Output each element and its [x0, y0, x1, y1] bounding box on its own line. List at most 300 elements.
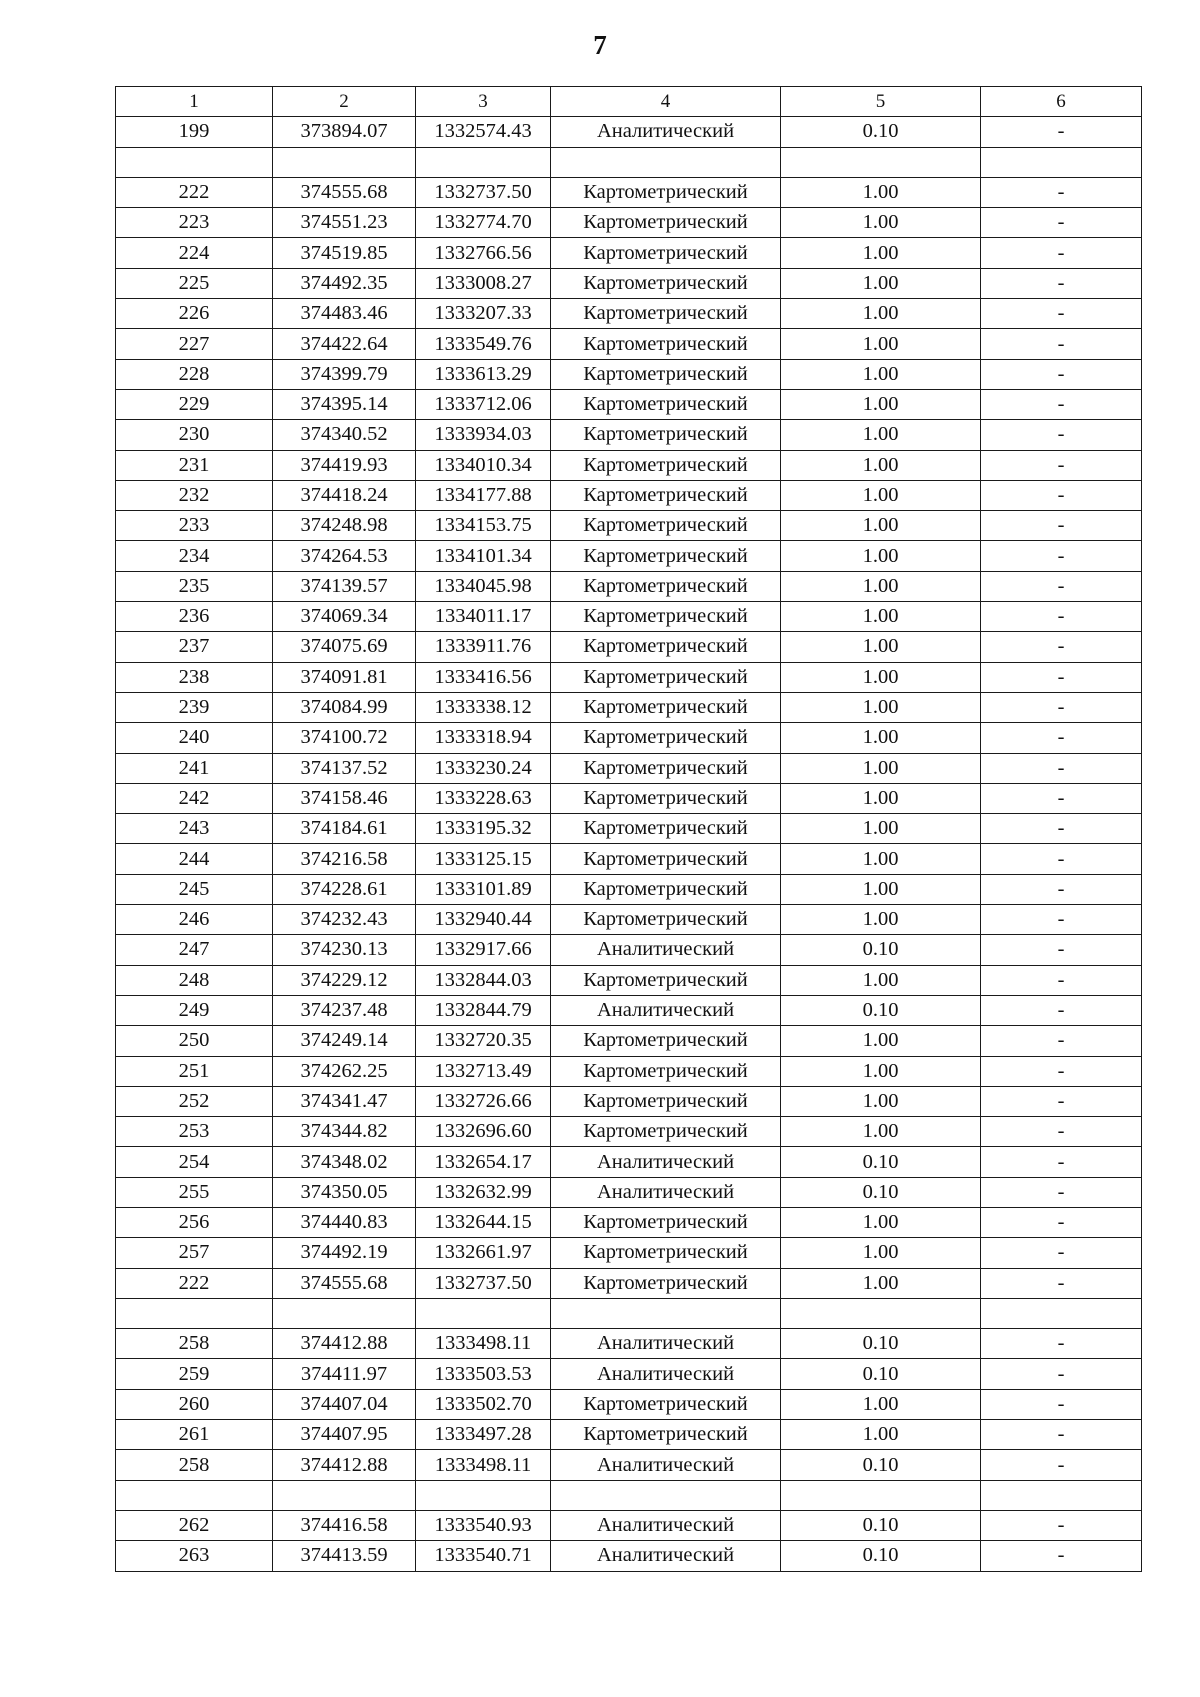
note-cell: - [981, 1147, 1142, 1177]
table-row [116, 177, 1142, 207]
point-number-cell: 250 [116, 1026, 273, 1056]
method-cell: Аналитический [551, 1510, 781, 1540]
method-cell: Аналитический [551, 1177, 781, 1207]
x-coordinate-cell: 374340.52 [273, 420, 416, 450]
y-coordinate-cell: 1332737.50 [416, 1268, 551, 1298]
method-cell: Аналитический [551, 1541, 781, 1571]
accuracy-cell: 1.00 [781, 814, 981, 844]
table-row [116, 329, 1142, 359]
x-coordinate-cell: 374158.46 [273, 783, 416, 813]
y-coordinate-cell: 1333540.71 [416, 1541, 551, 1571]
x-coordinate-cell: 374262.25 [273, 1056, 416, 1086]
header-row [116, 87, 1142, 117]
table-row [116, 662, 1142, 692]
y-coordinate-cell: 1333230.24 [416, 753, 551, 783]
table-row [116, 1510, 1142, 1540]
method-cell: Картометрический [551, 389, 781, 419]
accuracy-cell: 1.00 [781, 753, 981, 783]
x-coordinate-cell: 374412.88 [273, 1450, 416, 1480]
point-number-cell: 245 [116, 874, 273, 904]
method-cell: Картометрический [551, 905, 781, 935]
point-number-cell: 240 [116, 723, 273, 753]
method-cell: Картометрический [551, 541, 781, 571]
table-row [116, 1268, 1142, 1298]
point-number-cell: 239 [116, 692, 273, 722]
point-number-cell [116, 1298, 273, 1328]
x-coordinate-cell: 374555.68 [273, 177, 416, 207]
note-cell: - [981, 299, 1142, 329]
point-number-cell: 259 [116, 1359, 273, 1389]
method-cell: Картометрический [551, 723, 781, 753]
x-coordinate-cell: 374440.83 [273, 1207, 416, 1237]
method-cell: Картометрический [551, 359, 781, 389]
y-coordinate-cell: 1333195.32 [416, 814, 551, 844]
y-coordinate-cell: 1332844.79 [416, 995, 551, 1025]
accuracy-cell: 1.00 [781, 480, 981, 510]
column-header: 1 [116, 87, 273, 117]
table-row [116, 541, 1142, 571]
y-coordinate-cell: 1333540.93 [416, 1510, 551, 1540]
x-coordinate-cell: 374264.53 [273, 541, 416, 571]
note-cell: - [981, 1329, 1142, 1359]
table-row [116, 965, 1142, 995]
method-cell: Картометрический [551, 299, 781, 329]
point-number-cell: 249 [116, 995, 273, 1025]
note-cell: - [981, 905, 1142, 935]
x-coordinate-cell: 374395.14 [273, 389, 416, 419]
x-coordinate-cell [273, 1480, 416, 1510]
point-number-cell: 251 [116, 1056, 273, 1086]
note-cell: - [981, 238, 1142, 268]
point-number-cell: 256 [116, 1207, 273, 1237]
note-cell: - [981, 1207, 1142, 1237]
method-cell: Аналитический [551, 1450, 781, 1480]
accuracy-cell: 1.00 [781, 1207, 981, 1237]
note-cell: - [981, 995, 1142, 1025]
point-number-cell: 230 [116, 420, 273, 450]
accuracy-cell: 1.00 [781, 602, 981, 632]
point-number-cell: 227 [116, 329, 273, 359]
y-coordinate-cell: 1333207.33 [416, 299, 551, 329]
accuracy-cell: 1.00 [781, 783, 981, 813]
x-coordinate-cell: 374419.93 [273, 450, 416, 480]
point-number-cell: 226 [116, 299, 273, 329]
x-coordinate-cell: 374492.19 [273, 1238, 416, 1268]
accuracy-cell: 1.00 [781, 389, 981, 419]
accuracy-cell: 1.00 [781, 511, 981, 541]
note-cell: - [981, 723, 1142, 753]
y-coordinate-cell: 1333911.76 [416, 632, 551, 662]
x-coordinate-cell: 373894.07 [273, 117, 416, 147]
note-cell [981, 147, 1142, 177]
method-cell: Картометрический [551, 571, 781, 601]
method-cell: Картометрический [551, 1389, 781, 1419]
accuracy-cell: 1.00 [781, 1056, 981, 1086]
table-row [116, 1056, 1142, 1086]
table-row [116, 1450, 1142, 1480]
x-coordinate-cell: 374555.68 [273, 1268, 416, 1298]
x-coordinate-cell: 374399.79 [273, 359, 416, 389]
accuracy-cell: 1.00 [781, 905, 981, 935]
x-coordinate-cell: 374519.85 [273, 238, 416, 268]
method-cell: Картометрический [551, 1086, 781, 1116]
table-body [116, 117, 1142, 1571]
method-cell: Картометрический [551, 662, 781, 692]
method-cell: Картометрический [551, 420, 781, 450]
table-row [116, 783, 1142, 813]
point-number-cell: 246 [116, 905, 273, 935]
accuracy-cell: 1.00 [781, 965, 981, 995]
y-coordinate-cell: 1332737.50 [416, 177, 551, 207]
method-cell [551, 1480, 781, 1510]
note-cell: - [981, 450, 1142, 480]
point-number-cell: 258 [116, 1450, 273, 1480]
x-coordinate-cell: 374137.52 [273, 753, 416, 783]
note-cell: - [981, 814, 1142, 844]
accuracy-cell: 1.00 [781, 268, 981, 298]
accuracy-cell: 0.10 [781, 1510, 981, 1540]
accuracy-cell: 1.00 [781, 1026, 981, 1056]
y-coordinate-cell: 1334177.88 [416, 480, 551, 510]
method-cell: Картометрический [551, 632, 781, 662]
accuracy-cell: 1.00 [781, 1389, 981, 1419]
accuracy-cell: 1.00 [781, 692, 981, 722]
x-coordinate-cell: 374344.82 [273, 1117, 416, 1147]
point-number-cell: 232 [116, 480, 273, 510]
accuracy-cell: 1.00 [781, 299, 981, 329]
y-coordinate-cell: 1334011.17 [416, 602, 551, 632]
table-row [116, 1026, 1142, 1056]
y-coordinate-cell: 1333228.63 [416, 783, 551, 813]
method-cell: Аналитический [551, 117, 781, 147]
note-cell: - [981, 602, 1142, 632]
x-coordinate-cell: 374100.72 [273, 723, 416, 753]
y-coordinate-cell: 1332844.03 [416, 965, 551, 995]
y-coordinate-cell: 1334101.34 [416, 541, 551, 571]
y-coordinate-cell: 1333416.56 [416, 662, 551, 692]
note-cell: - [981, 965, 1142, 995]
method-cell [551, 147, 781, 177]
note-cell: - [981, 1541, 1142, 1571]
method-cell: Картометрический [551, 1238, 781, 1268]
method-cell: Картометрический [551, 511, 781, 541]
note-cell: - [981, 783, 1142, 813]
table-row [116, 1298, 1142, 1328]
point-number-cell: 243 [116, 814, 273, 844]
accuracy-cell: 1.00 [781, 1117, 981, 1147]
x-coordinate-cell: 374348.02 [273, 1147, 416, 1177]
table-row [116, 1480, 1142, 1510]
note-cell: - [981, 177, 1142, 207]
column-header: 6 [981, 87, 1142, 117]
note-cell: - [981, 389, 1142, 419]
x-coordinate-cell: 374216.58 [273, 844, 416, 874]
x-coordinate-cell: 374551.23 [273, 208, 416, 238]
y-coordinate-cell: 1332632.99 [416, 1177, 551, 1207]
x-coordinate-cell: 374350.05 [273, 1177, 416, 1207]
table-row [116, 1238, 1142, 1268]
accuracy-cell: 1.00 [781, 632, 981, 662]
table-row [116, 723, 1142, 753]
table-row [116, 602, 1142, 632]
x-coordinate-cell: 374084.99 [273, 692, 416, 722]
accuracy-cell: 1.00 [781, 1086, 981, 1116]
y-coordinate-cell: 1332766.56 [416, 238, 551, 268]
point-number-cell [116, 1480, 273, 1510]
accuracy-cell [781, 1298, 981, 1328]
note-cell: - [981, 359, 1142, 389]
point-number-cell: 233 [116, 511, 273, 541]
accuracy-cell: 1.00 [781, 1420, 981, 1450]
method-cell: Картометрический [551, 874, 781, 904]
x-coordinate-cell: 374416.58 [273, 1510, 416, 1540]
note-cell: - [981, 1238, 1142, 1268]
method-cell: Картометрический [551, 177, 781, 207]
accuracy-cell [781, 147, 981, 177]
point-number-cell: 236 [116, 602, 273, 632]
y-coordinate-cell: 1334045.98 [416, 571, 551, 601]
x-coordinate-cell: 374229.12 [273, 965, 416, 995]
column-header: 4 [551, 87, 781, 117]
method-cell: Картометрический [551, 1420, 781, 1450]
method-cell: Картометрический [551, 450, 781, 480]
x-coordinate-cell: 374413.59 [273, 1541, 416, 1571]
method-cell: Картометрический [551, 1268, 781, 1298]
y-coordinate-cell: 1334153.75 [416, 511, 551, 541]
table-row [116, 238, 1142, 268]
table-row [116, 1117, 1142, 1147]
table-row [116, 1207, 1142, 1237]
y-coordinate-cell: 1333712.06 [416, 389, 551, 419]
note-cell: - [981, 208, 1142, 238]
y-coordinate-cell: 1332940.44 [416, 905, 551, 935]
method-cell: Аналитический [551, 1329, 781, 1359]
table-row [116, 571, 1142, 601]
accuracy-cell: 1.00 [781, 723, 981, 753]
y-coordinate-cell: 1332696.60 [416, 1117, 551, 1147]
accuracy-cell: 1.00 [781, 1238, 981, 1268]
x-coordinate-cell [273, 147, 416, 177]
y-coordinate-cell [416, 1298, 551, 1328]
column-header: 2 [273, 87, 416, 117]
note-cell: - [981, 1086, 1142, 1116]
note-cell: - [981, 935, 1142, 965]
y-coordinate-cell: 1332574.43 [416, 117, 551, 147]
y-coordinate-cell: 1333008.27 [416, 268, 551, 298]
accuracy-cell: 0.10 [781, 1541, 981, 1571]
accuracy-cell: 0.10 [781, 1147, 981, 1177]
note-cell [981, 1480, 1142, 1510]
point-number-cell: 234 [116, 541, 273, 571]
accuracy-cell: 1.00 [781, 177, 981, 207]
method-cell: Картометрический [551, 1117, 781, 1147]
table-header [116, 87, 1142, 117]
point-number-cell: 229 [116, 389, 273, 419]
note-cell: - [981, 541, 1142, 571]
method-cell: Картометрический [551, 692, 781, 722]
note-cell: - [981, 692, 1142, 722]
point-number-cell: 241 [116, 753, 273, 783]
point-number-cell: 225 [116, 268, 273, 298]
point-number-cell: 228 [116, 359, 273, 389]
column-header: 3 [416, 87, 551, 117]
table-row [116, 1329, 1142, 1359]
table-row [116, 450, 1142, 480]
accuracy-cell: 1.00 [781, 844, 981, 874]
note-cell: - [981, 420, 1142, 450]
method-cell: Картометрический [551, 480, 781, 510]
table-row [116, 1389, 1142, 1419]
accuracy-cell: 0.10 [781, 1329, 981, 1359]
table-row [116, 117, 1142, 147]
note-cell: - [981, 268, 1142, 298]
accuracy-cell: 1.00 [781, 541, 981, 571]
point-number-cell: 258 [116, 1329, 273, 1359]
accuracy-cell [781, 1480, 981, 1510]
table-row [116, 874, 1142, 904]
point-number-cell: 255 [116, 1177, 273, 1207]
point-number-cell: 231 [116, 450, 273, 480]
x-coordinate-cell: 374237.48 [273, 995, 416, 1025]
y-coordinate-cell: 1333101.89 [416, 874, 551, 904]
note-cell: - [981, 1268, 1142, 1298]
y-coordinate-cell: 1333497.28 [416, 1420, 551, 1450]
x-coordinate-cell: 374492.35 [273, 268, 416, 298]
table-row [116, 420, 1142, 450]
point-number-cell: 242 [116, 783, 273, 813]
x-coordinate-cell: 374075.69 [273, 632, 416, 662]
table-row [116, 995, 1142, 1025]
note-cell: - [981, 1117, 1142, 1147]
x-coordinate-cell: 374230.13 [273, 935, 416, 965]
note-cell: - [981, 1056, 1142, 1086]
table-row [116, 1541, 1142, 1571]
x-coordinate-cell: 374407.95 [273, 1420, 416, 1450]
x-coordinate-cell: 374228.61 [273, 874, 416, 904]
y-coordinate-cell: 1332661.97 [416, 1238, 551, 1268]
point-number-cell: 260 [116, 1389, 273, 1419]
table-row [116, 208, 1142, 238]
y-coordinate-cell: 1332720.35 [416, 1026, 551, 1056]
accuracy-cell: 0.10 [781, 1450, 981, 1480]
note-cell: - [981, 753, 1142, 783]
x-coordinate-cell: 374184.61 [273, 814, 416, 844]
x-coordinate-cell [273, 1298, 416, 1328]
point-number-cell: 237 [116, 632, 273, 662]
accuracy-cell: 0.10 [781, 1177, 981, 1207]
table-row [116, 632, 1142, 662]
point-number-cell [116, 147, 273, 177]
point-number-cell: 257 [116, 1238, 273, 1268]
note-cell: - [981, 571, 1142, 601]
method-cell: Аналитический [551, 1359, 781, 1389]
table-row [116, 844, 1142, 874]
accuracy-cell: 0.10 [781, 1359, 981, 1389]
method-cell: Картометрический [551, 1056, 781, 1086]
table-row [116, 1147, 1142, 1177]
note-cell: - [981, 1177, 1142, 1207]
method-cell: Картометрический [551, 844, 781, 874]
note-cell: - [981, 662, 1142, 692]
table-row [116, 480, 1142, 510]
table-row [116, 359, 1142, 389]
note-cell: - [981, 511, 1142, 541]
table-row [116, 268, 1142, 298]
accuracy-cell: 1.00 [781, 329, 981, 359]
y-coordinate-cell: 1332654.17 [416, 1147, 551, 1177]
note-cell: - [981, 1359, 1142, 1389]
point-number-cell: 253 [116, 1117, 273, 1147]
point-number-cell: 254 [116, 1147, 273, 1177]
accuracy-cell: 0.10 [781, 995, 981, 1025]
note-cell: - [981, 874, 1142, 904]
y-coordinate-cell: 1333318.94 [416, 723, 551, 753]
y-coordinate-cell: 1333613.29 [416, 359, 551, 389]
method-cell: Картометрический [551, 268, 781, 298]
method-cell: Картометрический [551, 602, 781, 632]
note-cell: - [981, 844, 1142, 874]
accuracy-cell: 1.00 [781, 359, 981, 389]
table-row [116, 814, 1142, 844]
point-number-cell: 244 [116, 844, 273, 874]
y-coordinate-cell: 1333934.03 [416, 420, 551, 450]
method-cell: Картометрический [551, 329, 781, 359]
note-cell: - [981, 117, 1142, 147]
y-coordinate-cell [416, 1480, 551, 1510]
y-coordinate-cell: 1332713.49 [416, 1056, 551, 1086]
note-cell: - [981, 1389, 1142, 1419]
accuracy-cell: 1.00 [781, 450, 981, 480]
point-number-cell: 261 [116, 1420, 273, 1450]
accuracy-cell: 1.00 [781, 208, 981, 238]
note-cell: - [981, 329, 1142, 359]
x-coordinate-cell: 374139.57 [273, 571, 416, 601]
y-coordinate-cell: 1332774.70 [416, 208, 551, 238]
table-row [116, 1177, 1142, 1207]
point-number-cell: 235 [116, 571, 273, 601]
note-cell: - [981, 480, 1142, 510]
y-coordinate-cell: 1333338.12 [416, 692, 551, 722]
method-cell: Аналитический [551, 1147, 781, 1177]
table-row [116, 753, 1142, 783]
note-cell: - [981, 1420, 1142, 1450]
x-coordinate-cell: 374422.64 [273, 329, 416, 359]
table-row [116, 511, 1142, 541]
y-coordinate-cell: 1333125.15 [416, 844, 551, 874]
table-row [116, 935, 1142, 965]
method-cell: Картометрический [551, 753, 781, 783]
method-cell [551, 1298, 781, 1328]
table-row [116, 1086, 1142, 1116]
point-number-cell: 252 [116, 1086, 273, 1116]
x-coordinate-cell: 374091.81 [273, 662, 416, 692]
x-coordinate-cell: 374483.46 [273, 299, 416, 329]
y-coordinate-cell: 1333498.11 [416, 1329, 551, 1359]
note-cell: - [981, 1510, 1142, 1540]
page-number: 7 [593, 30, 607, 60]
method-cell: Картометрический [551, 814, 781, 844]
accuracy-cell: 1.00 [781, 238, 981, 268]
method-cell: Картометрический [551, 1026, 781, 1056]
point-number-cell: 262 [116, 1510, 273, 1540]
point-number-cell: 223 [116, 208, 273, 238]
table-row [116, 692, 1142, 722]
x-coordinate-cell: 374248.98 [273, 511, 416, 541]
note-cell: - [981, 1450, 1142, 1480]
table-row [116, 147, 1142, 177]
point-number-cell: 199 [116, 117, 273, 147]
x-coordinate-cell: 374407.04 [273, 1389, 416, 1419]
